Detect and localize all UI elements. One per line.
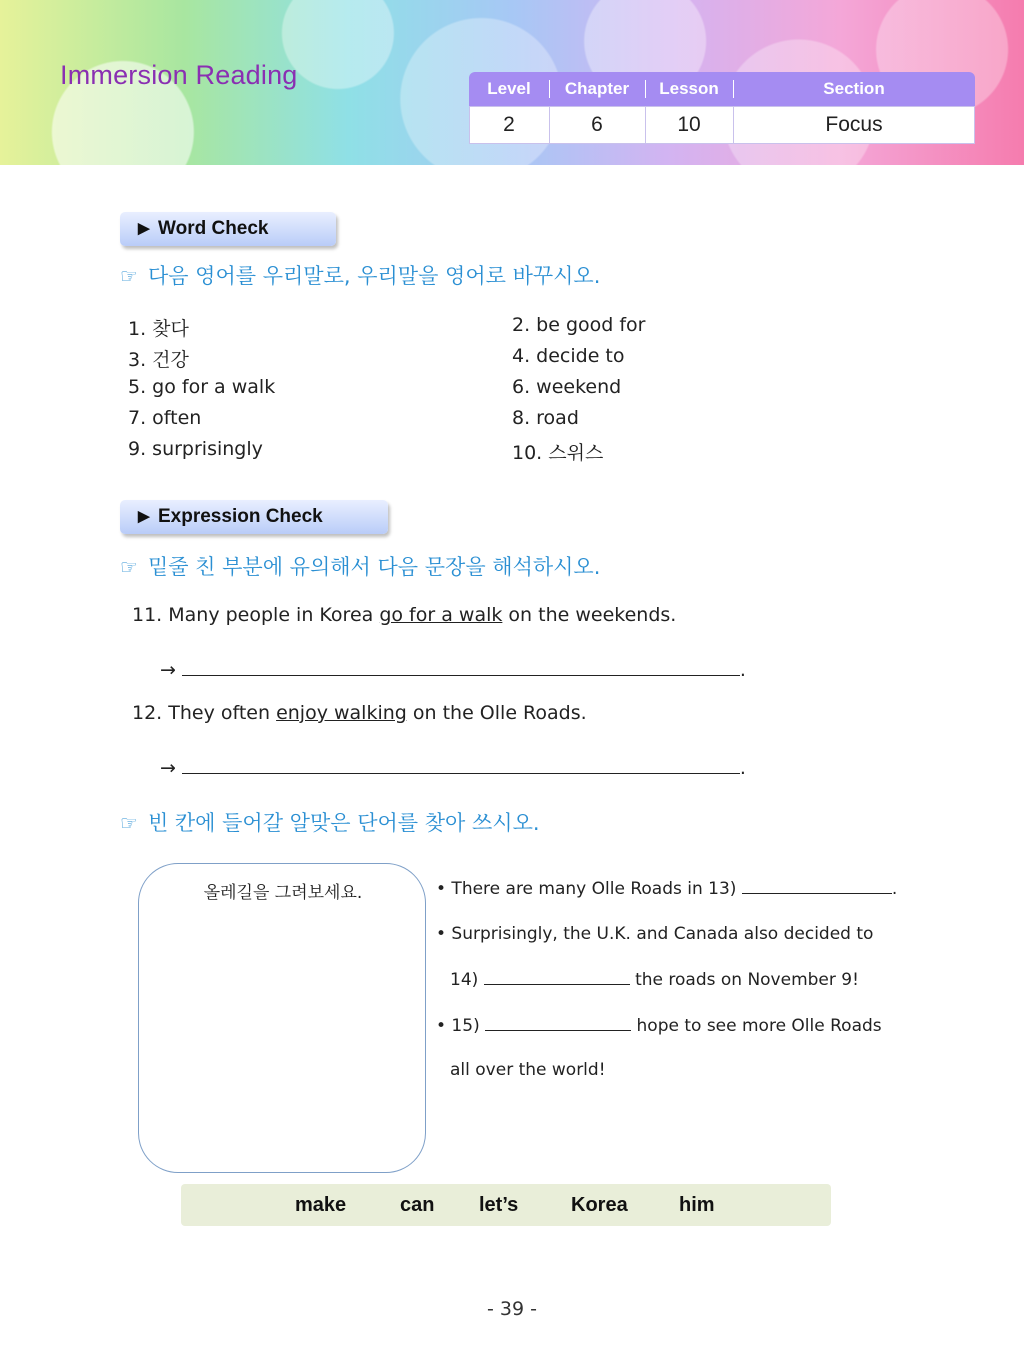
instruction-text: 밑줄 친 부분에 유의해서 다음 문장을 해석하시오. xyxy=(147,555,601,579)
brand-title: Immersion Reading xyxy=(60,60,298,90)
pointing-hand-icon: ☞ xyxy=(120,555,138,579)
word-item: 6. weekend xyxy=(512,376,622,398)
drawing-box-label: 올레길을 그려보세요. xyxy=(203,883,363,903)
underlined-phrase: go for a walk xyxy=(379,604,503,626)
word-bank xyxy=(181,1184,831,1226)
fill-text: 14) xyxy=(450,970,484,990)
lesson-value: 10 xyxy=(677,113,701,136)
blank-13[interactable] xyxy=(742,878,892,894)
word-item: 8. road xyxy=(512,407,579,429)
fill-text: • There are many Olle Roads in 13) xyxy=(436,879,742,899)
question-text: on the Olle Roads. xyxy=(406,702,587,724)
fill-blank-instruction xyxy=(120,807,540,837)
word-bank-item: him xyxy=(679,1194,715,1216)
word-item: 4. decide to xyxy=(512,345,625,367)
word-bank-item: make xyxy=(295,1194,347,1216)
answer-line-12 xyxy=(160,753,746,779)
word-item: 1. 찾다 xyxy=(128,318,189,340)
blank-15[interactable] xyxy=(485,1015,631,1031)
answer-blank[interactable] xyxy=(182,753,740,774)
pointing-hand-icon: ☞ xyxy=(120,811,138,835)
word-check-title: Word Check xyxy=(158,218,269,239)
underlined-phrase: enjoy walking xyxy=(276,702,407,724)
instruction-text: 빈 칸에 들어갈 알맞은 단어를 찾아 쓰시오. xyxy=(147,811,540,835)
fill-line-15a xyxy=(436,1015,882,1036)
word-item: 3. 건강 xyxy=(128,349,189,371)
chapter-value: 6 xyxy=(591,113,603,136)
arrow-icon: → xyxy=(160,757,176,779)
expression-check-heading xyxy=(120,500,388,534)
expression-check-instruction xyxy=(120,551,600,581)
level-label: Level xyxy=(487,79,531,98)
page-number: - 39 - xyxy=(487,1298,537,1320)
chapter-label: Chapter xyxy=(564,79,630,98)
word-item: 7. often xyxy=(128,407,202,429)
answer-blank[interactable] xyxy=(182,655,740,676)
level-value: 2 xyxy=(503,113,515,136)
fill-text: • 15) xyxy=(436,1016,486,1036)
word-bank-item: let’s xyxy=(479,1194,519,1216)
section-label: Section xyxy=(823,79,885,98)
play-marker-icon: ▶ xyxy=(138,220,150,237)
word-item: 10. 스위스 xyxy=(512,442,604,464)
question-12 xyxy=(132,702,587,724)
drawing-box[interactable] xyxy=(138,863,426,1173)
fill-text: the roads on November 9! xyxy=(629,970,859,990)
blank-14[interactable] xyxy=(484,969,630,985)
question-text: on the weekends. xyxy=(502,604,677,626)
fill-line-15b: all over the world! xyxy=(450,1060,606,1080)
word-check-heading xyxy=(120,212,336,246)
word-item: 2. be good for xyxy=(512,314,646,336)
question-text: 11. Many people in Korea xyxy=(132,604,380,626)
word-check-instruction xyxy=(120,260,600,290)
play-marker-icon: ▶ xyxy=(138,508,150,525)
answer-line-11 xyxy=(160,655,746,681)
header-banner xyxy=(0,0,1024,165)
question-text: 12. They often xyxy=(132,702,277,724)
fill-text: hope to see more Olle Roads xyxy=(631,1016,882,1036)
fill-line-14a: • Surprisingly, the U.K. and Canada also decided to xyxy=(436,924,874,944)
question-11 xyxy=(132,604,676,626)
word-item: 9. surprisingly xyxy=(128,438,263,460)
arrow-icon: → xyxy=(160,659,176,681)
pointing-hand-icon: ☞ xyxy=(120,264,138,288)
word-bank-item: can xyxy=(400,1194,435,1216)
word-item: 5. go for a walk xyxy=(128,376,276,398)
period: . xyxy=(739,757,746,779)
fill-line-13 xyxy=(436,878,897,899)
period: . xyxy=(739,659,746,681)
section-value: Focus xyxy=(825,113,883,136)
header-divider xyxy=(645,80,646,98)
lesson-info-table xyxy=(469,72,975,144)
word-bank-item: Korea xyxy=(571,1194,628,1216)
fill-line-14b xyxy=(450,969,859,990)
header-divider xyxy=(549,80,550,98)
lesson-label: Lesson xyxy=(659,79,719,98)
expression-check-title: Expression Check xyxy=(158,506,323,527)
header-divider xyxy=(733,80,734,98)
fill-text: . xyxy=(891,879,898,899)
instruction-text: 다음 영어를 우리말로, 우리말을 영어로 바꾸시오. xyxy=(147,264,601,288)
